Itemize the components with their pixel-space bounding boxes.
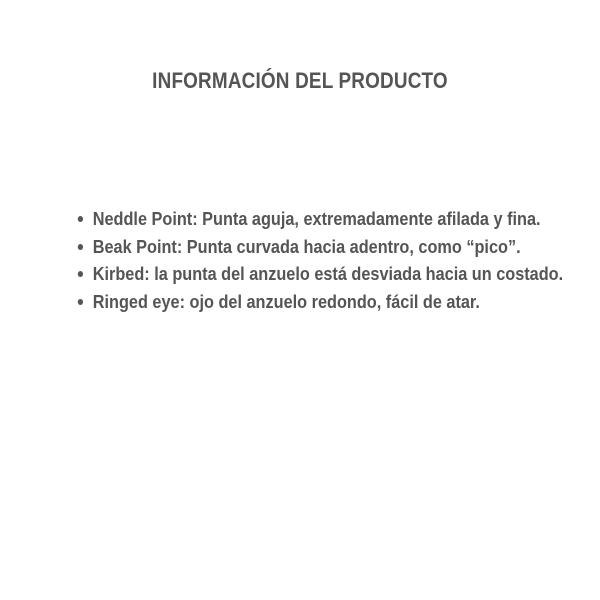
feature-text: Ringed eye: ojo del anzuelo redondo, fácil de atar. (92, 290, 480, 312)
list-item (76, 205, 572, 233)
list-item (76, 233, 572, 261)
bullet-icon (78, 271, 83, 277)
feature-text: Beak Point: Punta curvada hacia adentro, como “pico”. (92, 235, 521, 257)
feature-list (76, 205, 576, 315)
list-item (76, 288, 572, 316)
list-item (76, 260, 572, 288)
bullet-icon (78, 299, 83, 305)
feature-text: Neddle Point: Punta aguja, extremadamente afilada y fina. (92, 208, 541, 229)
page-title: INFORMACIÓN DEL PRODUCTO (152, 68, 448, 93)
bullet-icon (78, 216, 83, 222)
feature-text: Kirbed: la punta del anzuelo está desviada hacia un costado. (92, 263, 564, 284)
bullet-icon (78, 244, 83, 250)
